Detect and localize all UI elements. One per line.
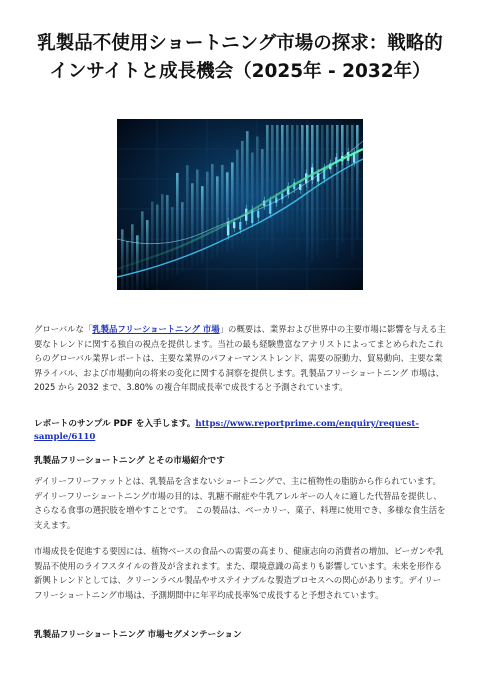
decorative-bar xyxy=(161,194,164,281)
sample-request xyxy=(34,418,446,444)
decorative-bar xyxy=(261,149,264,237)
sample-link[interactable]: https://www.reportprime.com/enquiry/request-sample/6110 xyxy=(34,419,419,442)
decorative-bar xyxy=(131,224,134,290)
decorative-bar xyxy=(141,211,144,290)
document-title: 乳製品不使用ショートニング市場の探求：戦略的インサイトと成長機会（2025年 - 2032年） xyxy=(37,33,443,82)
intro-paragraph xyxy=(34,322,446,395)
hero-image xyxy=(117,119,363,290)
decorative-bar xyxy=(166,195,169,279)
decorative-bar xyxy=(356,125,359,240)
decorative-bar xyxy=(251,153,254,242)
decorative-bar xyxy=(306,125,309,257)
decorative-bar xyxy=(191,183,194,268)
decorative-bar xyxy=(121,229,124,290)
decorative-bar xyxy=(326,125,329,241)
decorative-bar xyxy=(266,125,269,240)
decorative-bar xyxy=(311,125,314,261)
market-link[interactable]: 乳製品フリーショートニング 市場 xyxy=(92,324,220,334)
decorative-bar xyxy=(156,205,159,284)
decorative-bar xyxy=(201,186,204,264)
decorative-bar xyxy=(351,125,354,258)
decorative-bar xyxy=(246,131,249,244)
decorative-bar xyxy=(316,125,319,256)
decorative-bar xyxy=(341,125,344,243)
decorative-bar xyxy=(346,125,349,234)
section-paragraph-2: 市場成長を促進する要因には、植物ベースの食品への需要の高まり、健康志向の消費者の増加、ビーガンや乳製品不使用のライフスタイルの普及が含まれます。また、環境意識の高まりも影響しています。未来を形作る新興トレンドとしては、クリーンラベル製品やサステイナブルな製造プロセスへの関心があります。デイリーフリーショートニング市場は、予測期間中に年平均成長率%で成長すると予想されています。 xyxy=(34,546,444,600)
section-heading-segmentation: 乳製品フリーショートニング 市場セグメンテーション xyxy=(34,630,242,640)
section-paragraph-1: デイリーフリーファットとは、乳製品を含まないショートニングで、主に植物性の脂肪から作られています。デイリーフリーショートニング市場の目的は、乳糖不耐症や牛乳アレルギーの人々に適した代替品を提供し、さらなる食事の選択肢を増やすことです。 この製品は、ベーカリー、菓子、料理に使用でき、多様な食生活を支えます。 xyxy=(34,476,446,530)
decorative-bar xyxy=(291,125,294,230)
sample-label: レポートのサンプル PDF を入手します。 xyxy=(34,419,196,429)
decorative-bar xyxy=(321,125,324,249)
intro-suffix: 」の概要は、業界および世界中の主要市場に影響を与える主要なトレンドに関する独自の視点を提供します。当社の最も経験豊富なアナリストによってまとめられたこれらのグローバル業界レポートは、主要な業界のパフォーマンストレンド、需要の原動力、貿易動向、主要な業界ライバル、および市場動向の将来の変化に関する洞察を提供します。乳製品フリーショートニング 市場は、2025 から 2032 まで、3.80% の複合年間成長率で成長すると予測されています。 xyxy=(34,324,446,393)
decorative-bar xyxy=(271,125,274,252)
section-heading-intro: 乳製品フリーショートニング とその市場紹介です xyxy=(34,456,225,466)
decorative-bar xyxy=(331,125,334,238)
decorative-bar xyxy=(336,125,339,258)
stock-chart-graphic xyxy=(117,119,363,290)
decorative-bar xyxy=(216,176,219,257)
decorative-bar xyxy=(281,125,284,234)
decorative-bar xyxy=(296,125,299,250)
decorative-bar xyxy=(181,202,184,272)
intro-prefix: グローバルな「 xyxy=(34,324,93,334)
decorative-bar xyxy=(276,125,279,233)
decorative-bar xyxy=(146,220,149,288)
decorative-bar xyxy=(231,162,234,250)
decorative-bar xyxy=(286,125,289,236)
decorative-bar xyxy=(226,172,229,252)
